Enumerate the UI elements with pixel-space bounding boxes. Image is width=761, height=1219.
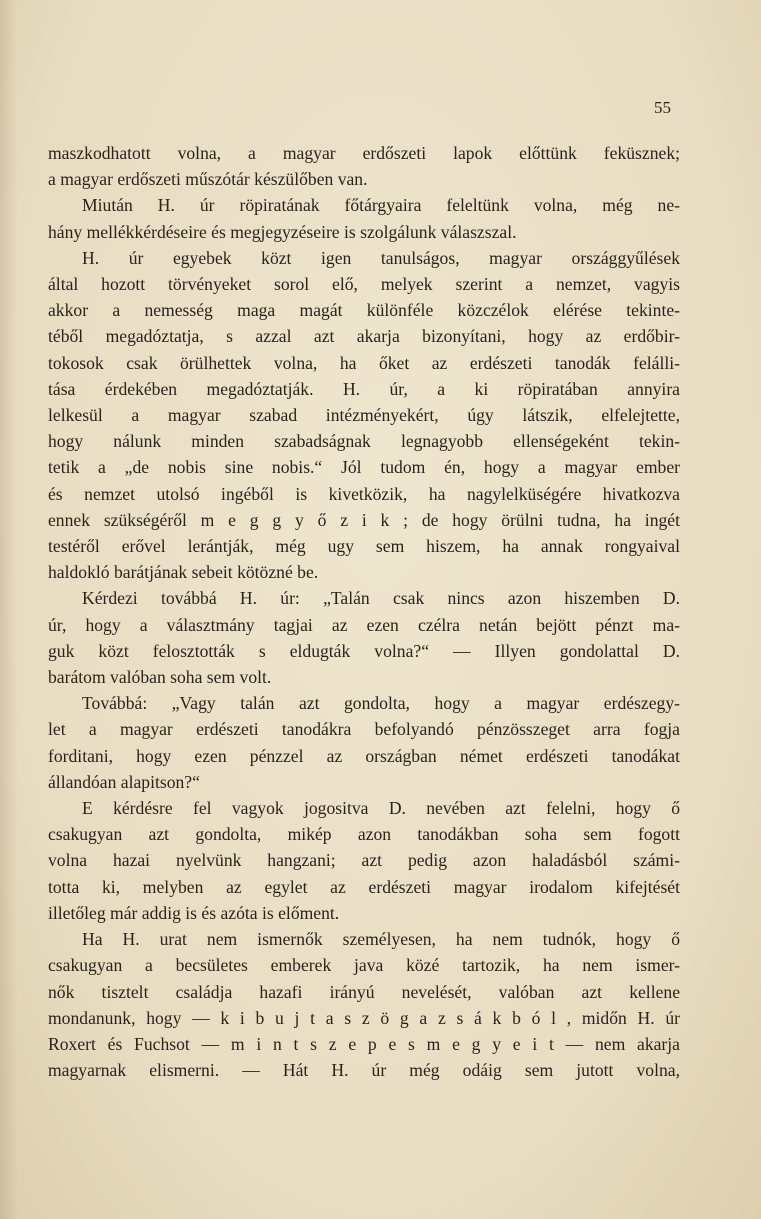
page-edge-shadow	[0, 0, 18, 1219]
text-line: csakugyan a becsületes emberek java közé tartozik, ha nem ismer-	[48, 955, 680, 976]
text-line: által hozott törvényeket sorol elő, melyek szerint a nemzet, vagyis	[48, 274, 680, 295]
text-line: volna hazai nyelvünk hangzani; azt pedig azon haladásból számi-	[48, 850, 680, 871]
text-line: hogy nálunk minden szabadságnak legnagyobb ellenségeként tekin-	[48, 431, 680, 452]
text-line: Ha H. urat nem ismernők személyesen, ha nem tudnók, hogy ő	[82, 929, 680, 950]
text-line: Kérdezi továbbá H. úr: „Talán csak nincs azon hiszemben D.	[82, 588, 680, 609]
text-line: totta ki, melyben az egylet az erdészeti magyar irodalom kifejtését	[48, 876, 680, 897]
text-line: haldokló barátjának sebeit kötözné be.	[48, 562, 319, 583]
text-line: csakugyan azt gondolta, mikép azon tanodákban soha sem fogott	[48, 824, 680, 845]
text-line: állandóan alapitson?“	[48, 771, 200, 792]
text-line: úr, hogy a választmány tagjai az ezen czélra netán bejött pénzt ma-	[48, 614, 680, 635]
text-line: tása érdekében megadóztatják. H. úr, a ki röpiratában annyira	[48, 378, 680, 399]
text-line: E kérdésre fel vagyok jogositva D. nevében azt felelni, hogy ő	[82, 798, 680, 819]
text-line: testéről erővel lerántják, még ugy sem hiszem, ha annak rongyaival	[48, 536, 680, 557]
text-line: lelkesül a magyar szabad intézményekért, úgy látszik, elfelejtette,	[48, 405, 680, 426]
text-line: let a magyar erdészeti tanodákra befolyandó pénzösszeget arra fogja	[48, 719, 680, 740]
text-line: H. úr egyebek közt igen tanulságos, magyar országgyűlések	[82, 247, 680, 268]
text-line: magyarnak elismerni. — Hát H. úr még odáig sem jutott volna,	[48, 1060, 680, 1081]
text-line: téből megadóztatja, s azzal azt akarja bizonyítani, hogy az erdőbir-	[48, 326, 680, 347]
text-line: akkor a nemesség maga magát különféle közczélok elérése tekinte-	[48, 300, 680, 321]
text-line: guk közt felosztották s eldugták volna?“ — Illyen gondolattal D.	[48, 640, 680, 661]
text-line: tetik a „de nobis sine nobis.“ Jól tudom én, hogy a magyar ember	[48, 457, 680, 478]
text-line: Továbbá: „Vagy talán azt gondolta, hogy a magyar erdészegy-	[82, 693, 680, 714]
text-line: nők tisztelt családja hazafi irányú nevelését, valóban azt kellene	[48, 981, 680, 1002]
text-line: forditani, hogy ezen pénzzel az országban német erdészeti tanodákat	[48, 745, 680, 766]
text-line: illetőleg már addig is és azóta is előment.	[48, 902, 340, 923]
text-line: Miután H. úr röpiratának főtárgyaira feleltünk volna, még ne-	[82, 195, 680, 216]
text-line: a magyar erdőszeti műszótár készülőben van.	[48, 169, 368, 190]
text-line: tokosok csak örülhettek volna, ha őket az erdészeti tanodák felálli-	[48, 352, 680, 373]
text-line: és nemzet utolsó ingéből is kivetközik, ha nagylelküségére hivatkozva	[48, 483, 680, 504]
text-line: ennek szükségéről m e g g y ő z i k ; de hogy örülni tudna, ha ingét	[48, 509, 680, 530]
page-number: 55	[654, 98, 671, 117]
text-line: Roxert és Fuchsot — m i n t s z e p e s m e g y e i t — nem akarja	[48, 1033, 680, 1054]
text-line: hány mellékkérdéseire és megjegyzéseire is szolgálunk válaszszal.	[48, 221, 517, 242]
text-line: barátom valóban soha sem volt.	[48, 667, 272, 688]
body-text	[48, 140, 680, 1083]
text-line: mondanunk, hogy — k i b u j t a s z ö g a z s á k b ó l , midőn H. úr	[48, 1007, 680, 1028]
text-line: maszkodhatott volna, a magyar erdőszeti lapok előttünk feküsznek;	[48, 143, 680, 163]
